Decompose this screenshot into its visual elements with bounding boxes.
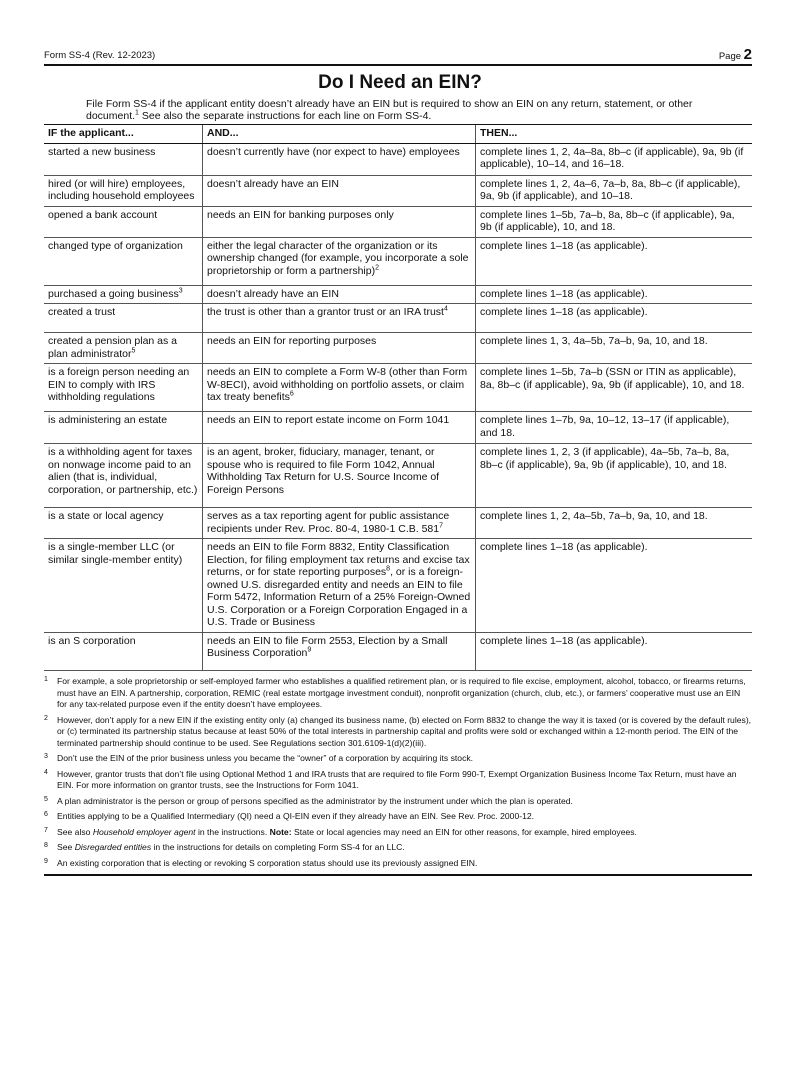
footnote-ref: 9 (307, 646, 312, 654)
cell-and: is an agent, broker, fiduciary, manager, tenant, or spouse who is required to file Form 1042, Annual Withholding Tax Return for U.S. Source Income of Foreign Persons (203, 444, 476, 508)
cell-then: complete lines 1–18 (as applicable). (476, 539, 753, 633)
ein-table (44, 124, 752, 671)
footnote-ref: 4 (443, 305, 448, 313)
footnote-ref: 7 (439, 522, 444, 529)
footnote-ref: 2 (375, 264, 379, 271)
cell-then: complete lines 1–18 (as applicable). (476, 304, 753, 333)
page-label: Page (718, 51, 742, 62)
cell-if: created a trust (44, 304, 203, 333)
cell-then: complete lines 1–5b, 7a–b (SSN or ITIN as applicable), 8a, 8b–c (if applicable), 9a, 9b (if applicable), 10, and 18. (476, 364, 753, 412)
footnote: 5 A plan administrator is the person or group of persons specified as the administrator by the instrument under which the plan is operated. (44, 795, 573, 806)
cell-if: purchased a going business$^3$ (44, 285, 203, 304)
table-row (44, 412, 752, 444)
page-title: Do I Need an EIN? (318, 72, 482, 93)
cell-then: complete lines 1, 2, 4a–8a, 8b–c (if applicable), 9a, 9b (if applicable), 10–14, and 16–18. (476, 143, 753, 175)
cell-if: is a foreign person needing an EIN to comply with IRS withholding regulations (44, 364, 203, 412)
table-row (44, 237, 752, 285)
cell-if: is a state or local agency (44, 508, 203, 539)
footnote: 1 For example, a sole proprietorship or self-employed farmer who establishes a qualified retirement plan, or is required to file excise, employment, alcohol, tobacco, or firearms returns, must have an EIN. A partnership, corporation, REMIC (real estate mortgage investment conduit), nonprofit organization (church, club, etc.), or farmers’ cooperative must use an EIN for any tax-related purpose even if the entity doesn’t have employees. (44, 676, 746, 709)
footnote-ref: 3 (178, 287, 183, 294)
cell-if: hired (or will hire) employees, including household employees (44, 175, 203, 206)
cell-and: doesn’t already have an EIN (203, 175, 476, 206)
footnote: 6 Entities applying to be a Qualified Intermediary (QI) need a QI-EIN even if they already have an EIN. See Rev. Proc. 2000-12. (44, 811, 535, 821)
cell-if: is a withholding agent for taxes on nonwage income paid to an alien (that is, individual, corporation, or partnership, etc.) (44, 444, 203, 508)
table-row (44, 444, 752, 508)
cell-and: either the legal character of the organization or its ownership changed (for example, you incorporate a sole proprietorship or form a partnership)$^2$ (203, 237, 476, 285)
cell-and: needs an EIN to file Form 2553, Election by a Small Business Corporation$^9$ (203, 632, 476, 670)
cell-then: complete lines 1, 2, 4a–5b, 7a–b, 9a, 10, and 18. (476, 508, 753, 539)
cell-if: created a pension plan as a plan administrator$^5$ (44, 333, 203, 364)
table-row (44, 175, 752, 206)
table-row (44, 285, 752, 304)
cell-if: is administering an estate (44, 412, 203, 444)
cell-then: complete lines 1, 2, 3 (if applicable), 4a–5b, 7a–b, 8a, 8b–c (if applicable), 9a, 9b (if applicable), 10, and 18. (476, 444, 753, 508)
cell-then: complete lines 1, 3, 4a–5b, 7a–b, 9a, 10, and 18. (476, 333, 753, 364)
cell-then: complete lines 1–7b, 9a, 10–12, 13–17 (if applicable), and 18. (476, 412, 753, 444)
table-header (44, 125, 752, 144)
cell-if: changed type of organization (44, 237, 203, 285)
cell-and: doesn’t currently have (nor expect to have) employees (203, 143, 476, 175)
table-row (44, 304, 752, 333)
footnote: 8 See Disregarded entities in the instructions for details on completing Form SS-4 for an LLC. (44, 842, 405, 852)
cell-and: the trust is other than a grantor trust or an IRA trust$^4$ (203, 304, 476, 333)
cell-if: is an S corporation (44, 632, 203, 670)
col-if: IF the applicant... (44, 125, 203, 144)
footnote-ref: 5 (131, 347, 136, 354)
col-then: THEN... (476, 125, 753, 144)
footnotes (44, 676, 752, 873)
table-row (44, 206, 752, 237)
col-and: AND... (203, 125, 476, 144)
cell-then: complete lines 1, 2, 4a–6, 7a–b, 8a, 8b–c (if applicable), 9a, 9b (if applicable), and 10–18. (476, 175, 753, 206)
table-row (44, 364, 752, 412)
cell-then: complete lines 1–5b, 7a–b, 8a, 8b–c (if applicable), 9a, 9b (if applicable), 10, and 18. (476, 206, 753, 237)
bottom-rule (44, 874, 752, 876)
cell-and: needs an EIN to file Form 8832, Entity Classification Election, for filing employment tax returns and excise tax returns, or for state reporting purposes$^8$, or is a foreign-owned U.S. disregarded entity and needs an EIN to file Form 5472, Information Return of a 25% Foreign-Owned U.S. Corporation or a Foreign Corporation Engaged in a U.S. Trade or Business (203, 539, 476, 633)
page-num: 2 (743, 46, 752, 63)
cell-if: is a single-member LLC (or similar single-member entity) (44, 539, 203, 633)
table-row (44, 333, 752, 364)
cell-if: started a new business (44, 143, 203, 175)
cell-and: serves as a tax reporting agent for public assistance recipients under Rev. Proc. 80-4, 1980-1 C.B. $581^7$ (203, 508, 476, 539)
cell-then: complete lines 1–18 (as applicable). (476, 632, 753, 670)
footnote: 9 An existing corporation that is electing or revoking S corporation status should use its previously assigned EIN. (44, 857, 478, 868)
page-number (719, 46, 752, 63)
table-row (44, 632, 752, 670)
cell-and: needs an EIN to report estate income on Form 1041 (203, 412, 476, 444)
cell-then: complete lines 1–18 (as applicable). (476, 285, 753, 304)
footnote: 3 Don’t use the EIN of the prior business unless you became the “owner” of a corporation by acquiring its stock. (44, 753, 474, 763)
page-header (44, 46, 752, 66)
cell-and: needs an EIN to complete a Form W-8 (other than Form W-8ECI), avoid withholding on portfolio assets, or claim tax treaty benefits$^6$ (203, 364, 476, 412)
cell-then: complete lines 1–18 (as applicable). (476, 237, 753, 285)
table-row (44, 508, 752, 539)
footnote-ref: 8 (386, 565, 391, 573)
form-id: Form SS-4 (Rev. 12-2023) (44, 50, 156, 61)
cell-and: doesn’t already have an EIN (203, 285, 476, 304)
cell-and: needs an EIN for reporting purposes (203, 333, 476, 364)
table-row (44, 539, 752, 633)
intro-text: File Form SS-4 if the applicant entity doesn’t already have an EIN but is required to show an EIN on any return, statement, or other document.$^1$ See also the separate instructions for each line on Form SS-4. (86, 98, 693, 122)
cell-and: needs an EIN for banking purposes only (203, 206, 476, 237)
footnote: 2 However, don’t apply for a new EIN if the existing entity only (a) changed its business name, (b) elected on Form 8832 to change the way it is taxed (or is covered by the default rules), or (c) terminated its partnership status because at least 50% of the total interests in partnership capital and profits were sold or exchanged within a 12-month period. The EIN of the terminated partnership should continue to be used. See Regulations section 301.6109-1(d)(2)(iii). (44, 714, 752, 748)
footnote-ref: 6 (289, 390, 294, 398)
footnote: 4 However, grantor trusts that don’t file using Optional Method 1 and IRA trusts that are required to file Form 990-T, Exempt Organization Business Income Tax Return, must have an EIN. For more information on grantor trusts, see the Instructions for Form 1041. (44, 768, 737, 790)
cell-if: opened a bank account (44, 206, 203, 237)
footnote: 7 See also Household employer agent in the instructions. Note: State or local agencies may need an EIN for other reasons, for example, hired employees. (44, 826, 637, 837)
table-row (44, 143, 752, 175)
